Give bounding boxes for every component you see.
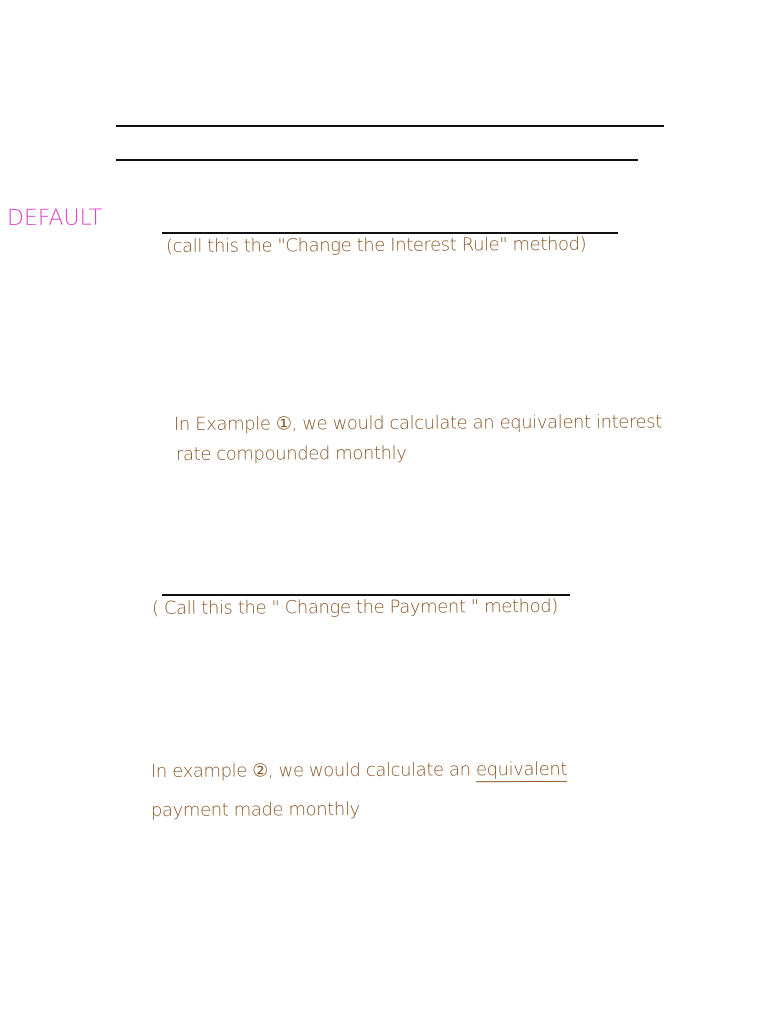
top-rule-1 <box>116 125 664 127</box>
method1-note: (call this the "Change the Interest Rule" method) <box>165 233 587 257</box>
example-suffix: , we would calculate an equivalent interest <box>291 411 662 435</box>
default-label: DEFAULT <box>6 205 103 231</box>
equivalent-underlined: equivalent <box>475 758 568 781</box>
method2-example-line1 <box>151 759 567 782</box>
method1-example-line2: rate compounded monthly <box>175 442 407 465</box>
method1-example-line1 <box>174 411 662 435</box>
example-number-1: ① <box>275 413 292 435</box>
method2-note: ( Call this the " Change the Payment " method) <box>151 595 558 619</box>
example-mid: , we would calculate an <box>267 759 471 782</box>
method2-example-line2: payment made monthly <box>150 798 360 821</box>
example-prefix: In Example <box>173 413 271 435</box>
example-prefix: In example <box>150 760 247 782</box>
example-number-2: ② <box>252 760 269 782</box>
top-rule-2 <box>116 159 638 161</box>
